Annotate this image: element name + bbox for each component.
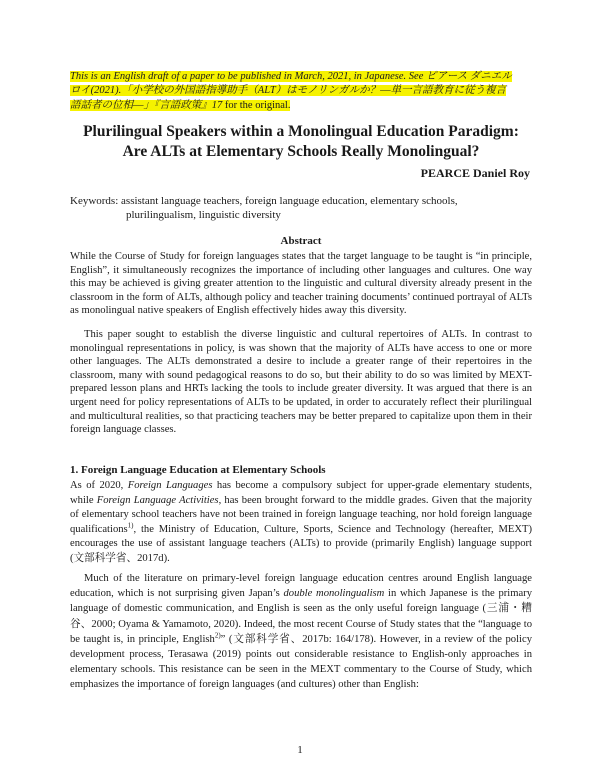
draft-note-prefix: This is an English draft of a paper to be published in March, 2021, in Japanese. See (70, 71, 427, 82)
text-run: has become a compulsory subject for upper-grade elementary students, while (70, 480, 532, 506)
italic-term: Foreign Languages (127, 480, 213, 491)
italic-term: Foreign Language Activities (96, 494, 219, 506)
text-run: As of 2020, (70, 480, 128, 491)
section-heading: 1. Foreign Language Education at Elementary Schools (70, 464, 326, 476)
text-run: , the Ministry of Education, Culture, Sports, Science and Technology (hereafter, MEXT) encourages the use of assistant language teachers (ALTs) to provide (primarily English) language support (文部科学省、2017d). (70, 523, 532, 564)
body-paragraph-2 (70, 571, 532, 693)
abstract-paragraph-1: While the Course of Study for foreign languages states that the target language to be taught is “in principle, English”, it simultaneously recognizes the importance of including other languages and cultures. One way this may be achieved is giving greater attention to the linguistic and cultural diversity already present in the classroom in the form of ALTs, although policy and teacher training documents’ continued portrayal of ALTs as monolingual native speakers of English effectively hides away this diversity. (70, 251, 532, 317)
author-name: PEARCE Daniel Roy (420, 166, 530, 180)
page-number: 1 (297, 744, 303, 756)
keywords-line2: plurilingualism, linguistic diversity (126, 209, 281, 221)
text-run: ” (文部科学省、2017b: 164/178). However, in a review of the policy development process, Terasawa (2019) points out considerable resistance to English-only approaches in elementary schools. This resistance can be seen in the MEXT commentary to the Course of Study, which emphasizes the importance of foreign languages (and cultures) other than English: (70, 633, 532, 691)
text-run: in which Japanese is the primary language of domestic communication, and English is seen as the only useful foreign language (三浦・糟谷、2000; Oyama & Yamamoto, 2020). Indeed, the most recent Course of Study states that the “language to be taught is, in principle, English (70, 588, 532, 645)
keywords (70, 194, 532, 222)
keywords-label: Keywords: (70, 195, 119, 207)
draft-note-tail: for the original. (222, 99, 291, 111)
draft-note-jp-line1: ピアース ダニエル (426, 71, 512, 82)
abstract-paragraph-2: This paper sought to establish the diverse linguistic and cultural repertoires of ALTs. In contrast to monolingual representations in policy, is was shown that the majority of ALTs have access to one or more other languages. The ALTs demonstrated a desire to include a greater range of their repertoires in the classroom, many with sound pedagogical reasons to do so, but their ability to do so was limited by MEXT-prepared lesson plans and HRTs lacking the tools to include greater diversity. It was argued that there is an urgent need for policy representations of ALTs to be updated, in order to accurately reflect their plurilingual and multicultural realities, so that practicing teachers may be better prepared to capitalize upon them in their foreign language classes. (70, 329, 532, 436)
text-run: Much of the literature on primary-level foreign language education centres around English language education, which is not surprising given Japan’s (70, 573, 532, 600)
footnote-marker: 1) (127, 521, 134, 530)
draft-note (70, 70, 532, 113)
body-paragraph-1 (70, 479, 532, 567)
italic-term: double monolingualism (283, 588, 385, 600)
abstract-heading: Abstract (280, 235, 322, 247)
draft-note-jp-line2: ロイ(2021).「小学校の外国語指導助手（ALT）はモノリンガルか？―単一言語教育に従う複言 (70, 85, 507, 97)
draft-note-highlight (70, 71, 512, 111)
footnote-marker: 2) (214, 631, 221, 640)
draft-note-jp-line3: 語話者の位相―」『言語政策』17 (70, 99, 223, 111)
paper-title (70, 122, 532, 162)
text-run: , has been brought forward to the middle grades. Given that the majority of elementary school teachers have not been trained in foreign language teaching, nor hold foreign language qualifications (70, 494, 533, 535)
keywords-line1: assistant language teachers, foreign language education, elementary schools, (121, 195, 458, 207)
paper-title-line2: Are ALTs at Elementary Schools Really Monolingual? (122, 143, 480, 160)
paper-title-line1: Plurilingual Speakers within a Monolingual Education Paradigm: (83, 123, 519, 140)
